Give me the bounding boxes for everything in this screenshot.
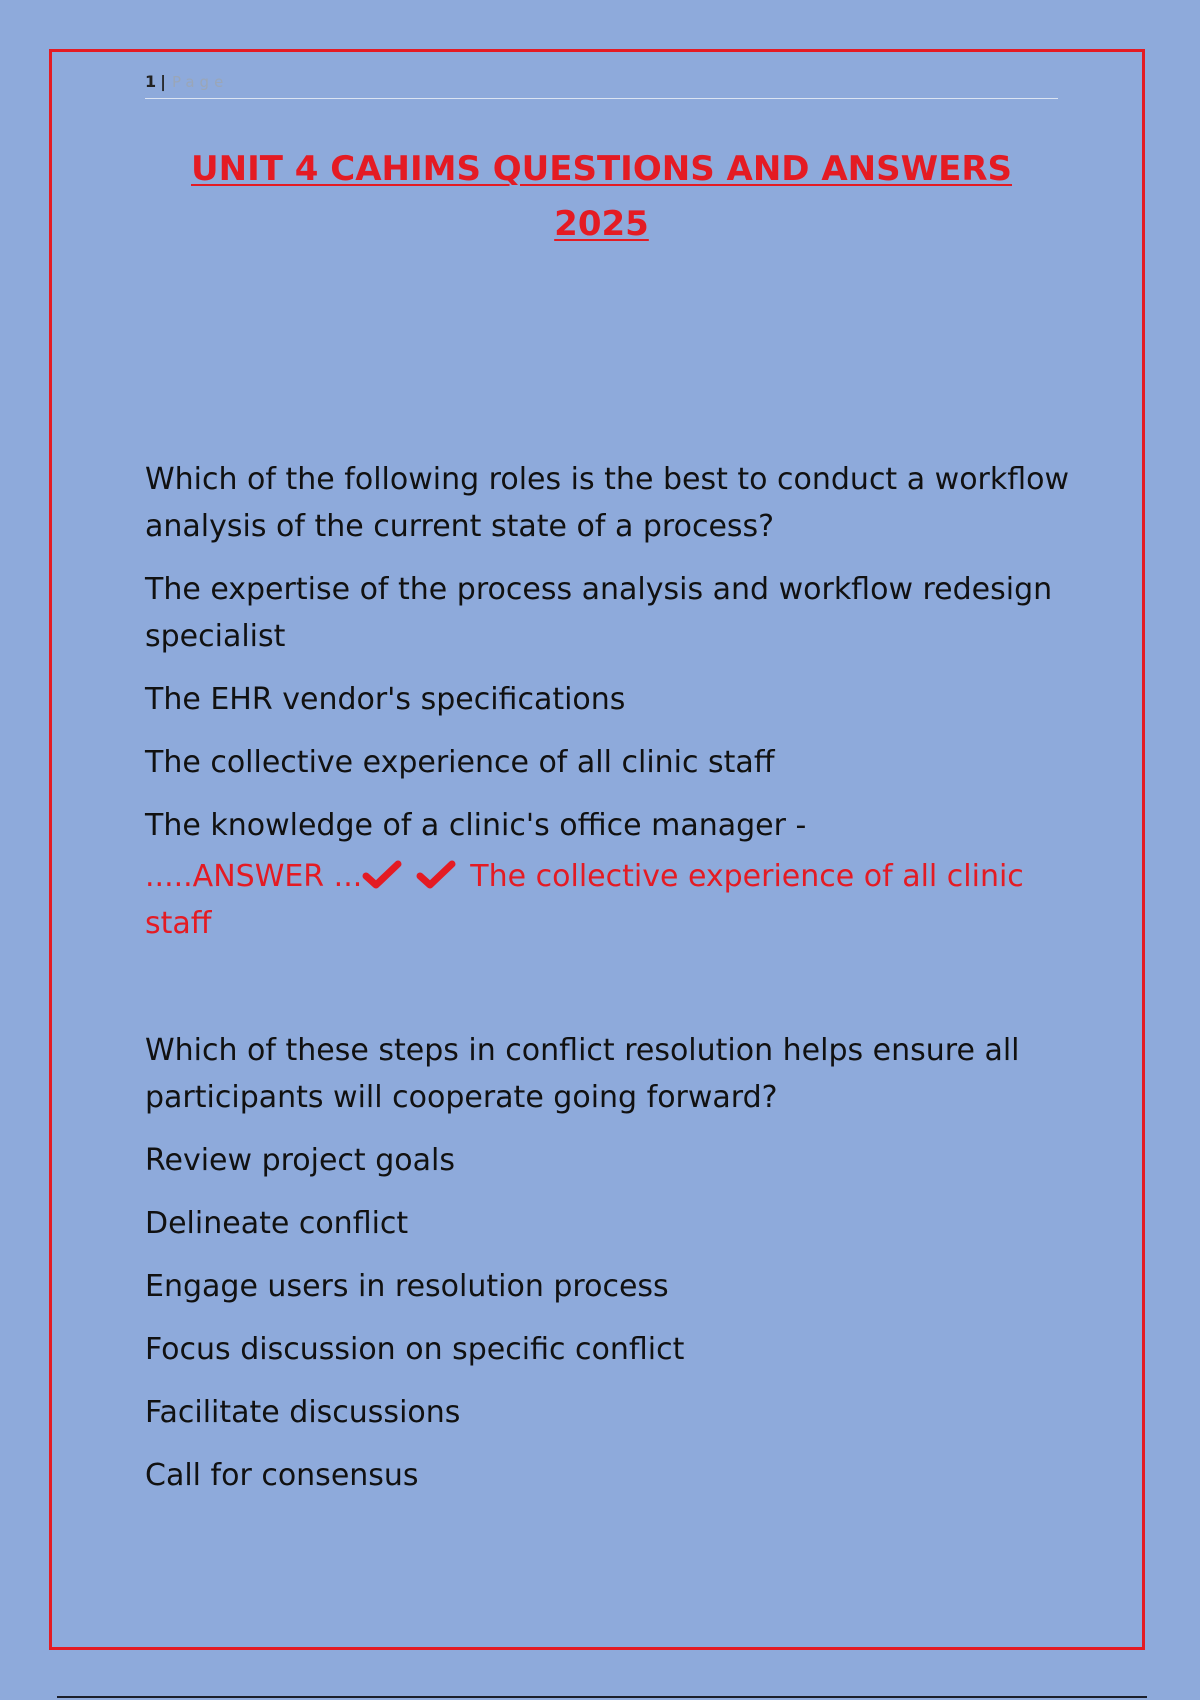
question-2-option-1: Review project goals	[145, 1143, 455, 1178]
question-1-option-1: The expertise of the process analysis and workflow redesign specialist	[145, 572, 1053, 654]
title-line-1: UNIT 4 CAHIMS QUESTIONS AND ANSWERS	[191, 149, 1012, 189]
question-2-option-4: Focus discussion on specific conflict	[145, 1332, 685, 1367]
answer-text: The collective experience of all clinic staff	[145, 859, 1024, 941]
title-line-2: 2025	[554, 204, 649, 244]
answer-prefix: .....ANSWER ...	[145, 859, 363, 894]
question-1-option-2: The EHR vendor's specifications	[145, 682, 626, 717]
page-label: Page	[171, 73, 229, 91]
document-title	[145, 142, 1058, 252]
page-header	[145, 70, 1058, 99]
question-1-option-3: The collective experience of all clinic staff	[145, 745, 775, 780]
question-2-option-3: Engage users in resolution process	[145, 1269, 669, 1304]
check-icon	[362, 860, 404, 890]
page-number: 1	[145, 72, 159, 91]
page-separator: |	[160, 72, 168, 91]
question-1-option-4: The knowledge of a clinic's office manager -	[145, 808, 807, 843]
question-2-option-6: Call for consensus	[145, 1458, 419, 1493]
qa-block-1	[145, 456, 1070, 947]
question-2-text: Which of these steps in conflict resolution helps ensure all participants will cooperate going forward?	[145, 1033, 1020, 1115]
qa-content	[145, 456, 1070, 1515]
footer-divider	[57, 1696, 1147, 1698]
block-spacer	[145, 947, 1070, 1027]
question-1-answer	[145, 853, 1070, 947]
question-2-option-5: Facilitate discussions	[145, 1395, 461, 1430]
check-icon	[416, 860, 458, 890]
question-1-text: Which of the following roles is the best to conduct a workflow analysis of the current state of a process?	[145, 462, 1070, 544]
qa-block-2	[145, 1027, 1070, 1499]
question-2-option-2: Delineate conflict	[145, 1206, 409, 1241]
